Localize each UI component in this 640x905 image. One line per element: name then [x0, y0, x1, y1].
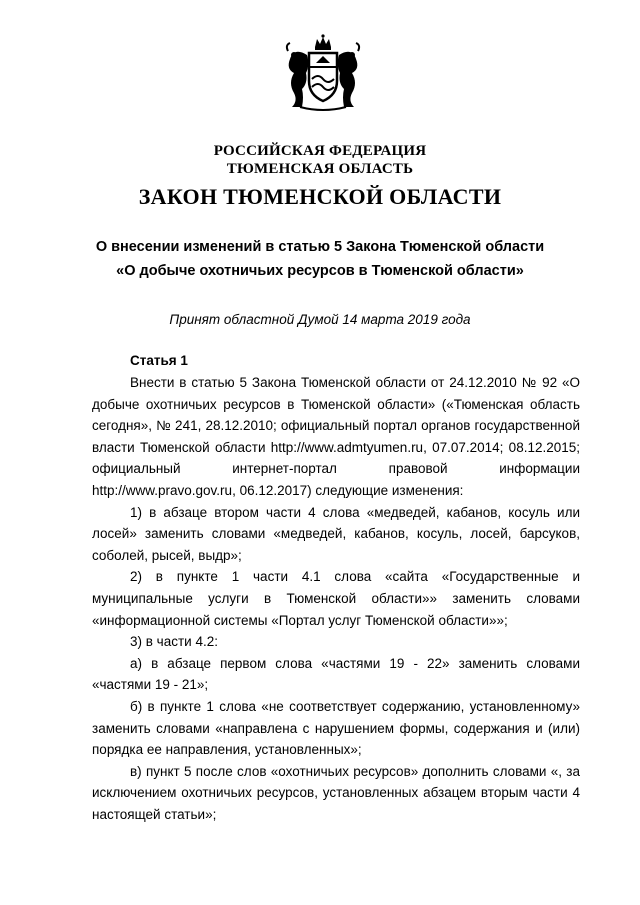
article-paragraph: б) в пункте 1 слова «не соответствует содержанию, установленному» заменить словами «направлена с нарушением формы, содержания и (или) порядка ее направления, установленных»;	[92, 698, 580, 758]
document-title: ЗАКОН ТЮМЕНСКОЙ ОБЛАСТИ	[138, 184, 502, 209]
article-paragraph: 2) в пункте 1 части 4.1 слова «сайта «Государственные и муниципальные услуги в Тюменской области»» заменить словами «информационной системы «Портал услуг Тюменской области»»;	[92, 569, 580, 628]
article-body	[92, 372, 580, 825]
law-subject-line-2: «О добыче охотничьих ресурсов в Тюменской области»	[116, 263, 524, 279]
country-name: РОССИЙСКАЯ ФЕДЕРАЦИЯ	[213, 143, 427, 159]
article-paragraph: Внести в статью 5 Закона Тюменской области от 24.12.2010 № 92 «О добыче охотничьих ресурсов в Тюменской области» («Тюменская область сегодня», № 241, 28.12.2010; официальный портал органов государственной власти Тюменской области http://www.admtyumen.ru, 07.07.2014; 08.12.2015; официальный интернет-портал правовой информации http://www.pravo.gov.ru, 06.12.2017) следующие изменения:	[92, 375, 580, 498]
region-name: ТЮМЕНСКАЯ ОБЛАСТЬ	[226, 161, 414, 177]
article-heading: Статья 1	[130, 353, 188, 368]
adoption-note: Принят областной Думой 14 марта 2019 года	[169, 312, 471, 327]
law-subject-line-1: О внесении изменений в статью 5 Закона Тюменской области	[95, 239, 545, 255]
article-paragraph: 1) в абзаце втором части 4 слова «медведей, кабанов, косуль или лосей» заменить словами «медведей, кабанов, косуль, лосей, барсуков, соболей, рысей, выдр»;	[92, 504, 580, 563]
article-paragraph: а) в абзаце первом слова «частями 19 - 22» заменить словами «частями 19 - 21»;	[92, 655, 580, 693]
tyumen-coat-of-arms-icon	[282, 33, 364, 113]
article-paragraph: 3) в части 4.2:	[130, 634, 218, 650]
article-paragraph: в) пункт 5 после слов «охотничьих ресурсов» дополнить словами «, за исключением охотничьих ресурсов, установленных абзацем вторым части 4 настоящей статьи»;	[92, 763, 580, 822]
